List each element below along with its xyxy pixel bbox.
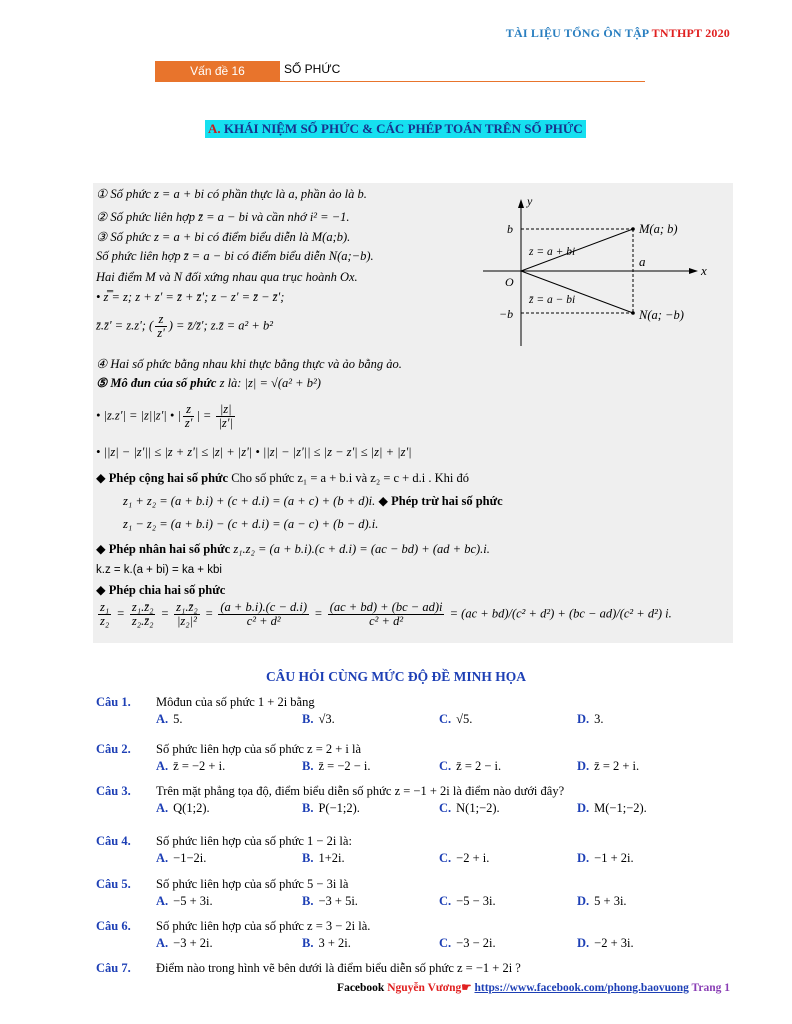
modulus-formula: z là: |z| = √(a² + b²)	[219, 376, 321, 390]
option-d: D. 5 + 3i.	[577, 894, 627, 908]
point-M	[631, 227, 635, 231]
theory-line-5: Hai điểm M và N đối xứng nhau qua trục hoành Ox.	[96, 270, 358, 284]
footer-author: Nguyễn Vương☛	[387, 982, 472, 994]
footer-link[interactable]: https://www.facebook.com/phong.baovuong	[474, 982, 689, 994]
option-d: D. −2 + 3i.	[577, 936, 634, 950]
option-b: B. 1+2i.	[302, 851, 345, 865]
x-label: x	[701, 263, 707, 278]
theory-line-13	[123, 493, 503, 509]
conj-quotient: = z̄/z̄'; z.z̄ = a² + b²	[176, 318, 273, 333]
subtraction-heading: ◆ Phép trừ hai số phức	[378, 494, 503, 508]
footer-prefix: Facebook	[337, 982, 385, 994]
a-label: a	[639, 254, 646, 269]
division-result: = (ac + bd)/(c² + d²) + (bc − ad)/(c² + d²) i.	[449, 606, 672, 621]
theory-line-10: • |z.z'| = |z||z'| • | $\frac{z}{z'}$ | = $\frac{|z|}{|z'|}$	[96, 402, 233, 430]
minus-b-label: −b	[499, 307, 514, 321]
theory-line-18: $\frac{\text{z₁}}{\text{z₂}}$ = $\frac{\text{z₁.z̄₂}}{\text{z₂.z̄₂}}$ = $\frac{\text{z₁.z̄₂}}{\text{|z₂|²}}$ = $\frac{(a + b.i).(c - d.i)}{\text{c² + d²}}$ = $\frac{(ac + bd) + (bc - ad)i}{\text{c² + d²}}$ = (ac + bd)/(c² + d²) + (bc − ad)/(c² + d²) i.	[100, 600, 672, 628]
option-a: A. −5 + 3i.	[156, 894, 213, 908]
option-a: A. 5.	[156, 712, 183, 726]
modulus-product: • |z.z'| = |z||z'| •	[96, 408, 175, 423]
section-letter: A.	[208, 121, 221, 136]
modulus-heading: ⑤ Mô đun của số phức	[96, 376, 217, 390]
div-frac-4: $\frac{(a + b.i).(c - d.i)}{\text{c² + d²}}$	[220, 600, 308, 628]
fraction-z-over-zprime: $\frac{z}{z'}$	[157, 312, 165, 340]
topic-underline	[155, 81, 645, 82]
topic-badge: Vấn đề 16	[155, 61, 280, 81]
question-stem: Số phức liên hợp của số phức 1 − 2i là:	[156, 834, 352, 848]
theory-line-8: ④ Hai số phức bằng nhau khi thực bằng thực và ảo bằng ảo.	[96, 357, 402, 371]
theory-line-11: • ||z| − |z'|| ≤ |z + z'| ≤ |z| + |z'| • ||z| − |z'|| ≤ |z − z'| ≤ |z| + |z'|	[96, 445, 412, 459]
question-stem: Trên mặt phẳng tọa độ, điểm biểu diễn số phức z = −1 + 2i là điểm nào dưới đây?	[156, 784, 565, 798]
div-frac-3: $\frac{\text{z₁.z̄₂}}{\text{|z₂|²}}$	[176, 600, 198, 628]
b-label: b	[507, 222, 513, 236]
question-options	[156, 936, 756, 954]
page-footer	[337, 980, 730, 994]
option-d: D. −1 + 2i.	[577, 851, 634, 865]
option-b: B. √3.	[302, 712, 335, 726]
footer-page: Trang 1	[691, 982, 730, 994]
option-c: C. −2 + i.	[439, 851, 490, 865]
option-a: A. −1−2i.	[156, 851, 207, 865]
question-label: Câu 7.	[96, 961, 131, 975]
div-frac-1: $\frac{\text{z₁}}{\text{z₂}}$	[100, 600, 110, 628]
option-b: B. z̄ = −2 − i.	[302, 759, 371, 773]
option-c: C. −3 − 2i.	[439, 936, 496, 950]
section-title-text: KHÁI NIỆM SỐ PHỨC & CÁC PHÉP TOÁN TRÊN SỐ PHỨC	[223, 121, 583, 136]
multiplication-formula: z₁.z₂ = (a + b.i).(c + d.i) = (ac − bd) + (ad + bc).i.	[233, 542, 490, 556]
option-d: D. 3.	[577, 712, 604, 726]
M-label: M(a; b)	[639, 222, 678, 236]
theory-box	[93, 183, 733, 643]
question-stem: Số phức liên hợp của số phức 5 − 3i là	[156, 877, 349, 891]
question-label: Câu 3.	[96, 784, 131, 798]
origin-label: O	[505, 275, 514, 289]
option-d: D. M(−1;−2).	[577, 801, 647, 815]
topic-title: SỐ PHỨC	[284, 62, 341, 76]
option-a: A. −3 + 2i.	[156, 936, 213, 950]
doc-title-prefix: TÀI LIỆU TỔNG ÔN TẬP	[505, 26, 649, 40]
addition-formula: z₁ + z₂ = (a + b.i) + (c + d.i) = (a + c) + (b + d)i.	[123, 494, 376, 508]
theory-line-16: k.z = k.(a + bi) = ka + kbi	[96, 564, 222, 576]
theory-line-4: Số phức liên hợp z̄ = a − bi có điểm biểu diễn N(a;−b).	[96, 249, 374, 263]
option-a: A. Q(1;2).	[156, 801, 210, 815]
question-stem: Môđun của số phức 1 + 2i bằng	[156, 695, 315, 709]
theory-line-1: ① Số phức z = a + bi có phần thực là a, phần ảo là b.	[96, 187, 367, 201]
div-frac-5: $\frac{(ac + bd) + (bc - ad)i}{\text{c² + d²}}$	[329, 600, 443, 628]
question-options	[156, 759, 756, 777]
option-a: A. z̄ = −2 + i.	[156, 759, 226, 773]
theory-line-14: z₁ − z₂ = (a + b.i) − (c + d.i) = (a − c) + (b − d).i.	[123, 517, 379, 531]
option-c: C. z̄ = 2 − i.	[439, 759, 502, 773]
question-label: Câu 6.	[96, 919, 131, 933]
question-label: Câu 5.	[96, 877, 131, 891]
question-stem: Số phức liên hợp của số phức z = 3 − 2i là.	[156, 919, 371, 933]
question-stem: Điểm nào trong hình vẽ bên dưới là điểm biểu diễn số phức z = −1 + 2i ?	[156, 961, 521, 975]
fraction-modulus: $\frac{z}{z'}$	[184, 402, 193, 430]
z-formula-label: z = a + bi	[529, 246, 576, 258]
question-stem: Số phức liên hợp của số phức z = 2 + i là	[156, 742, 362, 756]
zbar-formula-label: z̄ = a − bi	[529, 294, 576, 306]
y-label: y	[527, 194, 533, 208]
option-b: B. −3 + 5i.	[302, 894, 358, 908]
question-options	[156, 801, 756, 819]
vector-ON	[521, 271, 633, 313]
option-b: B. 3 + 2i.	[302, 936, 351, 950]
theory-line-6: • z̿ = z; z + z' = z̄ + z̄'; z − z' = z̄ − z̄';	[96, 290, 285, 304]
theory-line-2: ② Số phức liên hợp z̄ = a − bi và cần nhớ i² = −1.	[96, 210, 350, 224]
option-c: C. −5 − 3i.	[439, 894, 496, 908]
N-label: N(a; −b)	[639, 308, 684, 322]
section-title	[205, 120, 586, 138]
doc-title-year: TNTHPT 2020	[651, 26, 730, 40]
theory-line-3: ③ Số phức z = a + bi có điểm biểu diễn là M(a;b).	[96, 230, 351, 244]
div-frac-2: $\frac{\text{z₁.z̄₂}}{\text{z₂.z̄₂}}$	[131, 600, 154, 628]
complex-plane-diagram	[483, 191, 728, 351]
fraction-modulus-ratio: $\frac{|z|}{|z'|}$	[218, 402, 233, 430]
question-options	[156, 712, 756, 730]
option-d: D. z̄ = 2 + i.	[577, 759, 640, 773]
x-arrow	[689, 268, 698, 274]
question-label: Câu 1.	[96, 695, 131, 709]
y-arrow	[518, 199, 524, 208]
option-b: B. P(−1;2).	[302, 801, 360, 815]
theory-line-12	[96, 470, 469, 486]
conj-product: z̄.z̄' = z.z';	[96, 318, 146, 333]
question-options	[156, 894, 756, 912]
theory-line-7: z̄.z̄' = z.z'; ( $\frac{z}{z'}$ ) = z̄/z̄'; z.z̄ = a² + b²	[96, 312, 273, 340]
addition-intro: Cho số phức z₁ = a + b.i và z₂ = c + d.i . Khi đó	[231, 471, 469, 485]
theory-line-9	[96, 375, 321, 391]
multiplication-heading: ◆ Phép nhân hai số phức	[96, 542, 231, 556]
theory-line-15	[96, 541, 490, 557]
point-N	[631, 311, 635, 315]
question-label: Câu 4.	[96, 834, 131, 848]
question-options	[156, 851, 756, 869]
document-header	[506, 26, 730, 41]
option-c: C. √5.	[439, 712, 473, 726]
option-c: C. N(1;−2).	[439, 801, 500, 815]
theory-line-17: ◆ Phép chia hai số phức	[96, 583, 226, 597]
questions-heading: CÂU HỎI CÙNG MỨC ĐỘ ĐỀ MINH HỌA	[265, 669, 527, 684]
addition-heading: ◆ Phép cộng hai số phức	[96, 471, 229, 485]
question-label: Câu 2.	[96, 742, 131, 756]
